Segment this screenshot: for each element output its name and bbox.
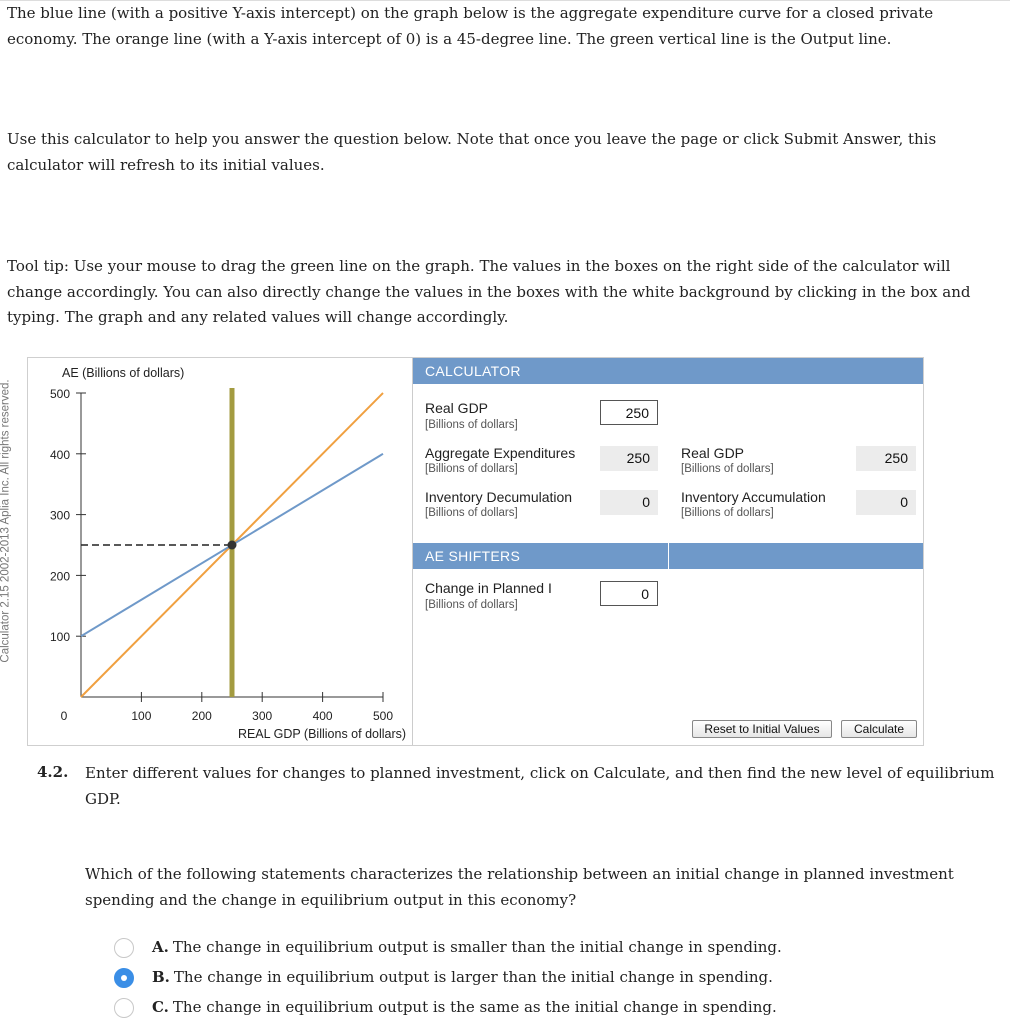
x-tick-label-300: 300 [252,709,273,723]
y-tick-label-200: 200 [49,569,70,584]
option-a-radio[interactable] [114,938,134,958]
ae-label: Aggregate Expenditures [425,445,576,461]
option-b-letter: B. [152,968,170,986]
option-a[interactable] [152,937,782,957]
planned-investment-unit: [Billions of dollars] [425,599,518,611]
origin-label: 0 [60,709,68,723]
option-b[interactable] [152,967,773,987]
option-c[interactable] [152,997,777,1017]
question-prompt: Enter different values for changes to planned investment, click on Calculate, and then find the new level of equilibrium GDP. [85,764,995,808]
ae-shifters-header: AE SHIFTERS [413,543,668,569]
ae-unit: [Billions of dollars] [425,463,518,475]
question-number: 4.2. [37,763,69,781]
calculator-header: CALCULATOR [413,358,923,384]
option-b-radio[interactable] [114,968,134,988]
calculate-button[interactable]: Calculate [841,720,917,738]
inventory-accumulation-unit: [Billions of dollars] [681,507,774,519]
real-gdp-2-value: 250 [856,446,916,471]
planned-investment-label: Change in Planned I [425,580,552,596]
intro-paragraph-1: The blue line (with a positive Y-axis intercept) on the graph below is the aggregate expenditure curve for a closed private economy. The orange line (with a Y-axis intercept of 0) is a 45-degree line. The green vertical line is the Output line. [7,4,934,48]
real-gdp-unit: [Billions of dollars] [425,419,518,431]
option-a-text: The change in equilibrium output is smaller than the initial change in spending. [172,938,782,956]
ae-graph [28,358,411,745]
graph-panel [28,358,411,745]
y-axis-title: AE (Billions of dollars) [62,366,185,380]
x-axis-title: REAL GDP (Billions of dollars) [237,727,407,741]
inventory-decumulation-value: 0 [600,490,658,515]
x-tick-label-400: 400 [312,709,333,723]
x-tick-label-100: 100 [131,709,152,723]
y-tick-label-400: 400 [49,447,70,462]
inventory-accumulation-value: 0 [856,490,916,515]
calculator-panel [412,358,924,745]
intro-paragraph-3: Tool tip: Use your mouse to drag the green line on the graph. The values in the boxes on the right side of the calculator will change accordingly. You can also directly change the values in the boxes with the white background by clicking in the box and typing. The graph and any related values will change accordingly. [7,257,971,326]
y-tick-label-100: 100 [49,630,70,645]
option-c-letter: C. [152,998,169,1016]
inventory-decumulation-label: Inventory Decumulation [425,489,573,505]
x-tick-label-200: 200 [191,709,212,723]
option-b-text: The change in equilibrium output is larger than the initial change in spending. [173,968,773,986]
graph-series [81,388,383,697]
planned-investment-input[interactable]: 0 [600,581,658,606]
inventory-accumulation-label: Inventory Accumulation [681,489,826,505]
real-gdp-label: Real GDP [425,400,489,416]
intro-paragraph-2: Use this calculator to help you answer the question below. Note that once you leave the page or click Submit Answer, this calculator will refresh to its initial values. [7,130,937,174]
question-body: Which of the following statements characterizes the relationship between an initial change in planned investment spending and the change in equilibrium output in this economy? [85,865,954,909]
option-c-text: The change in equilibrium output is the same as the initial change in spending. [172,998,777,1016]
real-gdp-2-unit: [Billions of dollars] [681,463,774,475]
option-c-radio[interactable] [114,998,134,1018]
y-tick-label-300: 300 [49,508,70,523]
ae-value: 250 [600,446,658,471]
calculator-widget [27,357,924,746]
copyright-notice: Calculator 2.15 2002-2013 Aplia Inc. All rights reserved. [0,379,12,663]
inventory-decumulation-unit: [Billions of dollars] [425,507,518,519]
real-gdp-input[interactable]: 250 [600,400,658,425]
real-gdp-2-label: Real GDP [681,445,745,461]
x-tick-label-500: 500 [372,709,394,723]
ae-shifters-header-blank [669,543,923,569]
reset-button[interactable]: Reset to Initial Values [692,720,832,738]
y-tick-label-500: 500 [49,387,70,401]
equilibrium-point [228,541,237,550]
option-a-letter: A. [152,938,169,956]
